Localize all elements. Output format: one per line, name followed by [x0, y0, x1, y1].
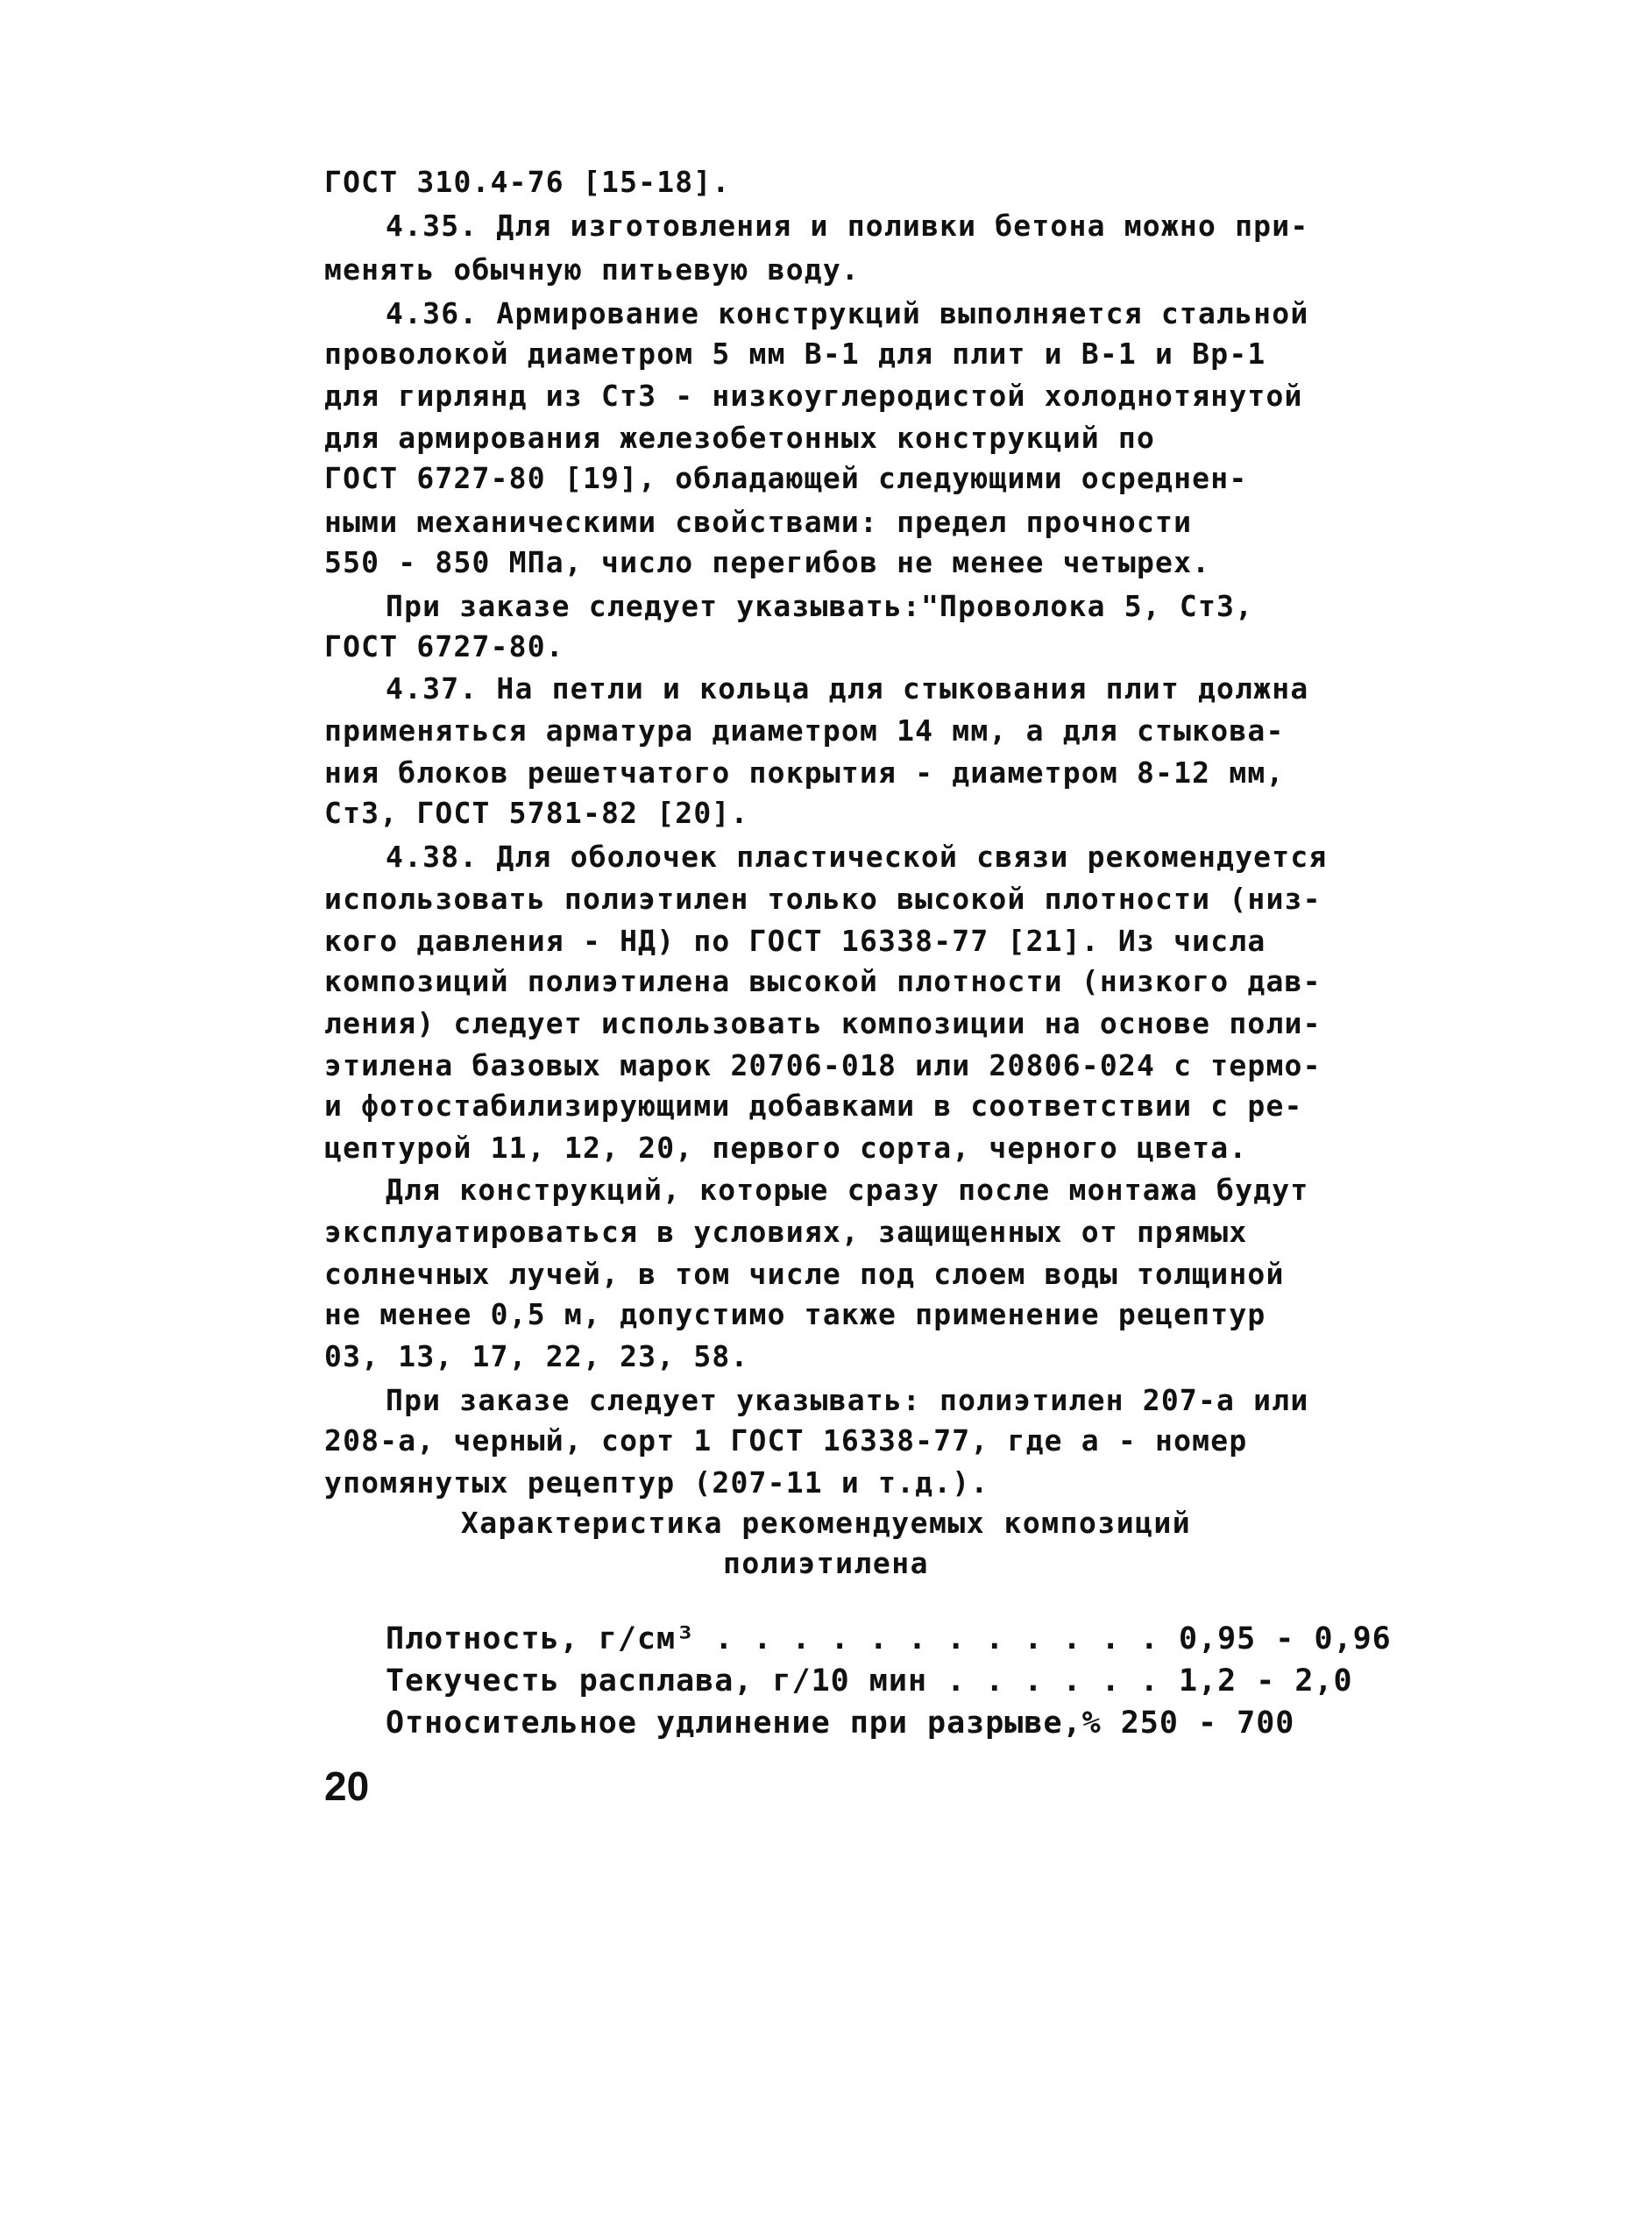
text-line: ния блоков решетчатого покрытия - диаметром 8-12 мм, — [324, 755, 1285, 790]
text-line: упомянутых рецептур (207-11 и т.д.). — [324, 1465, 989, 1500]
text-line: 208-а, черный, сорт 1 ГОСТ 16338-77, где а - номер — [324, 1423, 1248, 1458]
text-line: ГОСТ 6727-80. — [324, 629, 564, 663]
text-line: ления) следует использовать композиции на основе поли- — [324, 1006, 1322, 1040]
text-line: не менее 0,5 м, допустимо также применение рецептур — [324, 1297, 1266, 1331]
text-line: солнечных лучей, в том числе под слоем воды толщиной — [324, 1257, 1285, 1291]
text-line: эксплуатироваться в условиях, защищенных от прямых — [324, 1215, 1248, 1249]
page-number: 20 — [324, 1763, 370, 1809]
text-line: 550 - 850 МПа, число перегибов не менее четырех. — [324, 545, 1211, 579]
text-line: При заказе следует указывать: полиэтилен 207-а или — [386, 1383, 1309, 1417]
text-line: 4.36. Армирование конструкций выполняется стальной — [386, 296, 1309, 330]
text-line: менять обычную питьевую воду. — [324, 252, 860, 287]
text-line: При заказе следует указывать:"Проволока 5, Ст3, — [386, 589, 1254, 623]
spec-row: Плотность, г/см³ . . . . . . . . . . . . 0,95 - 0,96 — [386, 1621, 1392, 1656]
text-line: 4.37. На петли и кольца для стыкования плит должна — [386, 671, 1309, 706]
text-line: проволокой диаметром 5 мм В-1 для плит и В-1 и Вр-1 — [324, 337, 1266, 371]
text-line: этилена базовых марок 20706-018 или 20806-024 с термо- — [324, 1048, 1322, 1082]
text-line: цептурой 11, 12, 20, первого сорта, черного цвета. — [324, 1131, 1248, 1165]
text-line: 4.38. Для оболочек пластической связи рекомендуется — [386, 840, 1328, 874]
section-heading-continuation: полиэтилена — [722, 1546, 930, 1580]
text-line: кого давления - НД) по ГОСТ 16338-77 [21]. Из числа — [324, 924, 1266, 958]
text-line: применяться арматура диаметром 14 мм, а для стыкова- — [324, 713, 1285, 748]
section-heading: Характеристика рекомендуемых композиций — [460, 1506, 1192, 1540]
text-line: 4.35. Для изготовления и поливки бетона можно при- — [386, 209, 1309, 243]
spec-row: Текучесть расплава, г/10 мин . . . . . . 1,2 - 2,0 — [386, 1663, 1353, 1699]
text-line: композиций полиэтилена высокой плотности (низкого дав- — [324, 964, 1322, 998]
text-line: и фотостабилизирующими добавками в соответствии с ре- — [324, 1089, 1303, 1123]
text-line: ГОСТ 6727-80 [19], обладающей следующими осреднен- — [324, 461, 1248, 495]
text-line: Ст3, ГОСТ 5781-82 [20]. — [324, 796, 749, 830]
text-line: ными механическими свойствами: предел прочности — [324, 505, 1193, 539]
text-line: 03, 13, 17, 22, 23, 58. — [324, 1339, 749, 1373]
text-line: Для конструкций, которые сразу после монтажа будут — [386, 1173, 1309, 1207]
text-line: ГОСТ 310.4-76 [15-18]. — [324, 165, 731, 199]
spec-row: Относительное удлинение при разрыве,% 250 - 700 — [386, 1706, 1295, 1741]
text-line: для гирлянд из Ст3 - низкоуглеродистой холоднотянутой — [324, 379, 1303, 413]
text-line: для армирования железобетонных конструкций по — [324, 421, 1156, 455]
text-line: использовать полиэтилен только высокой плотности (низ- — [324, 882, 1322, 916]
